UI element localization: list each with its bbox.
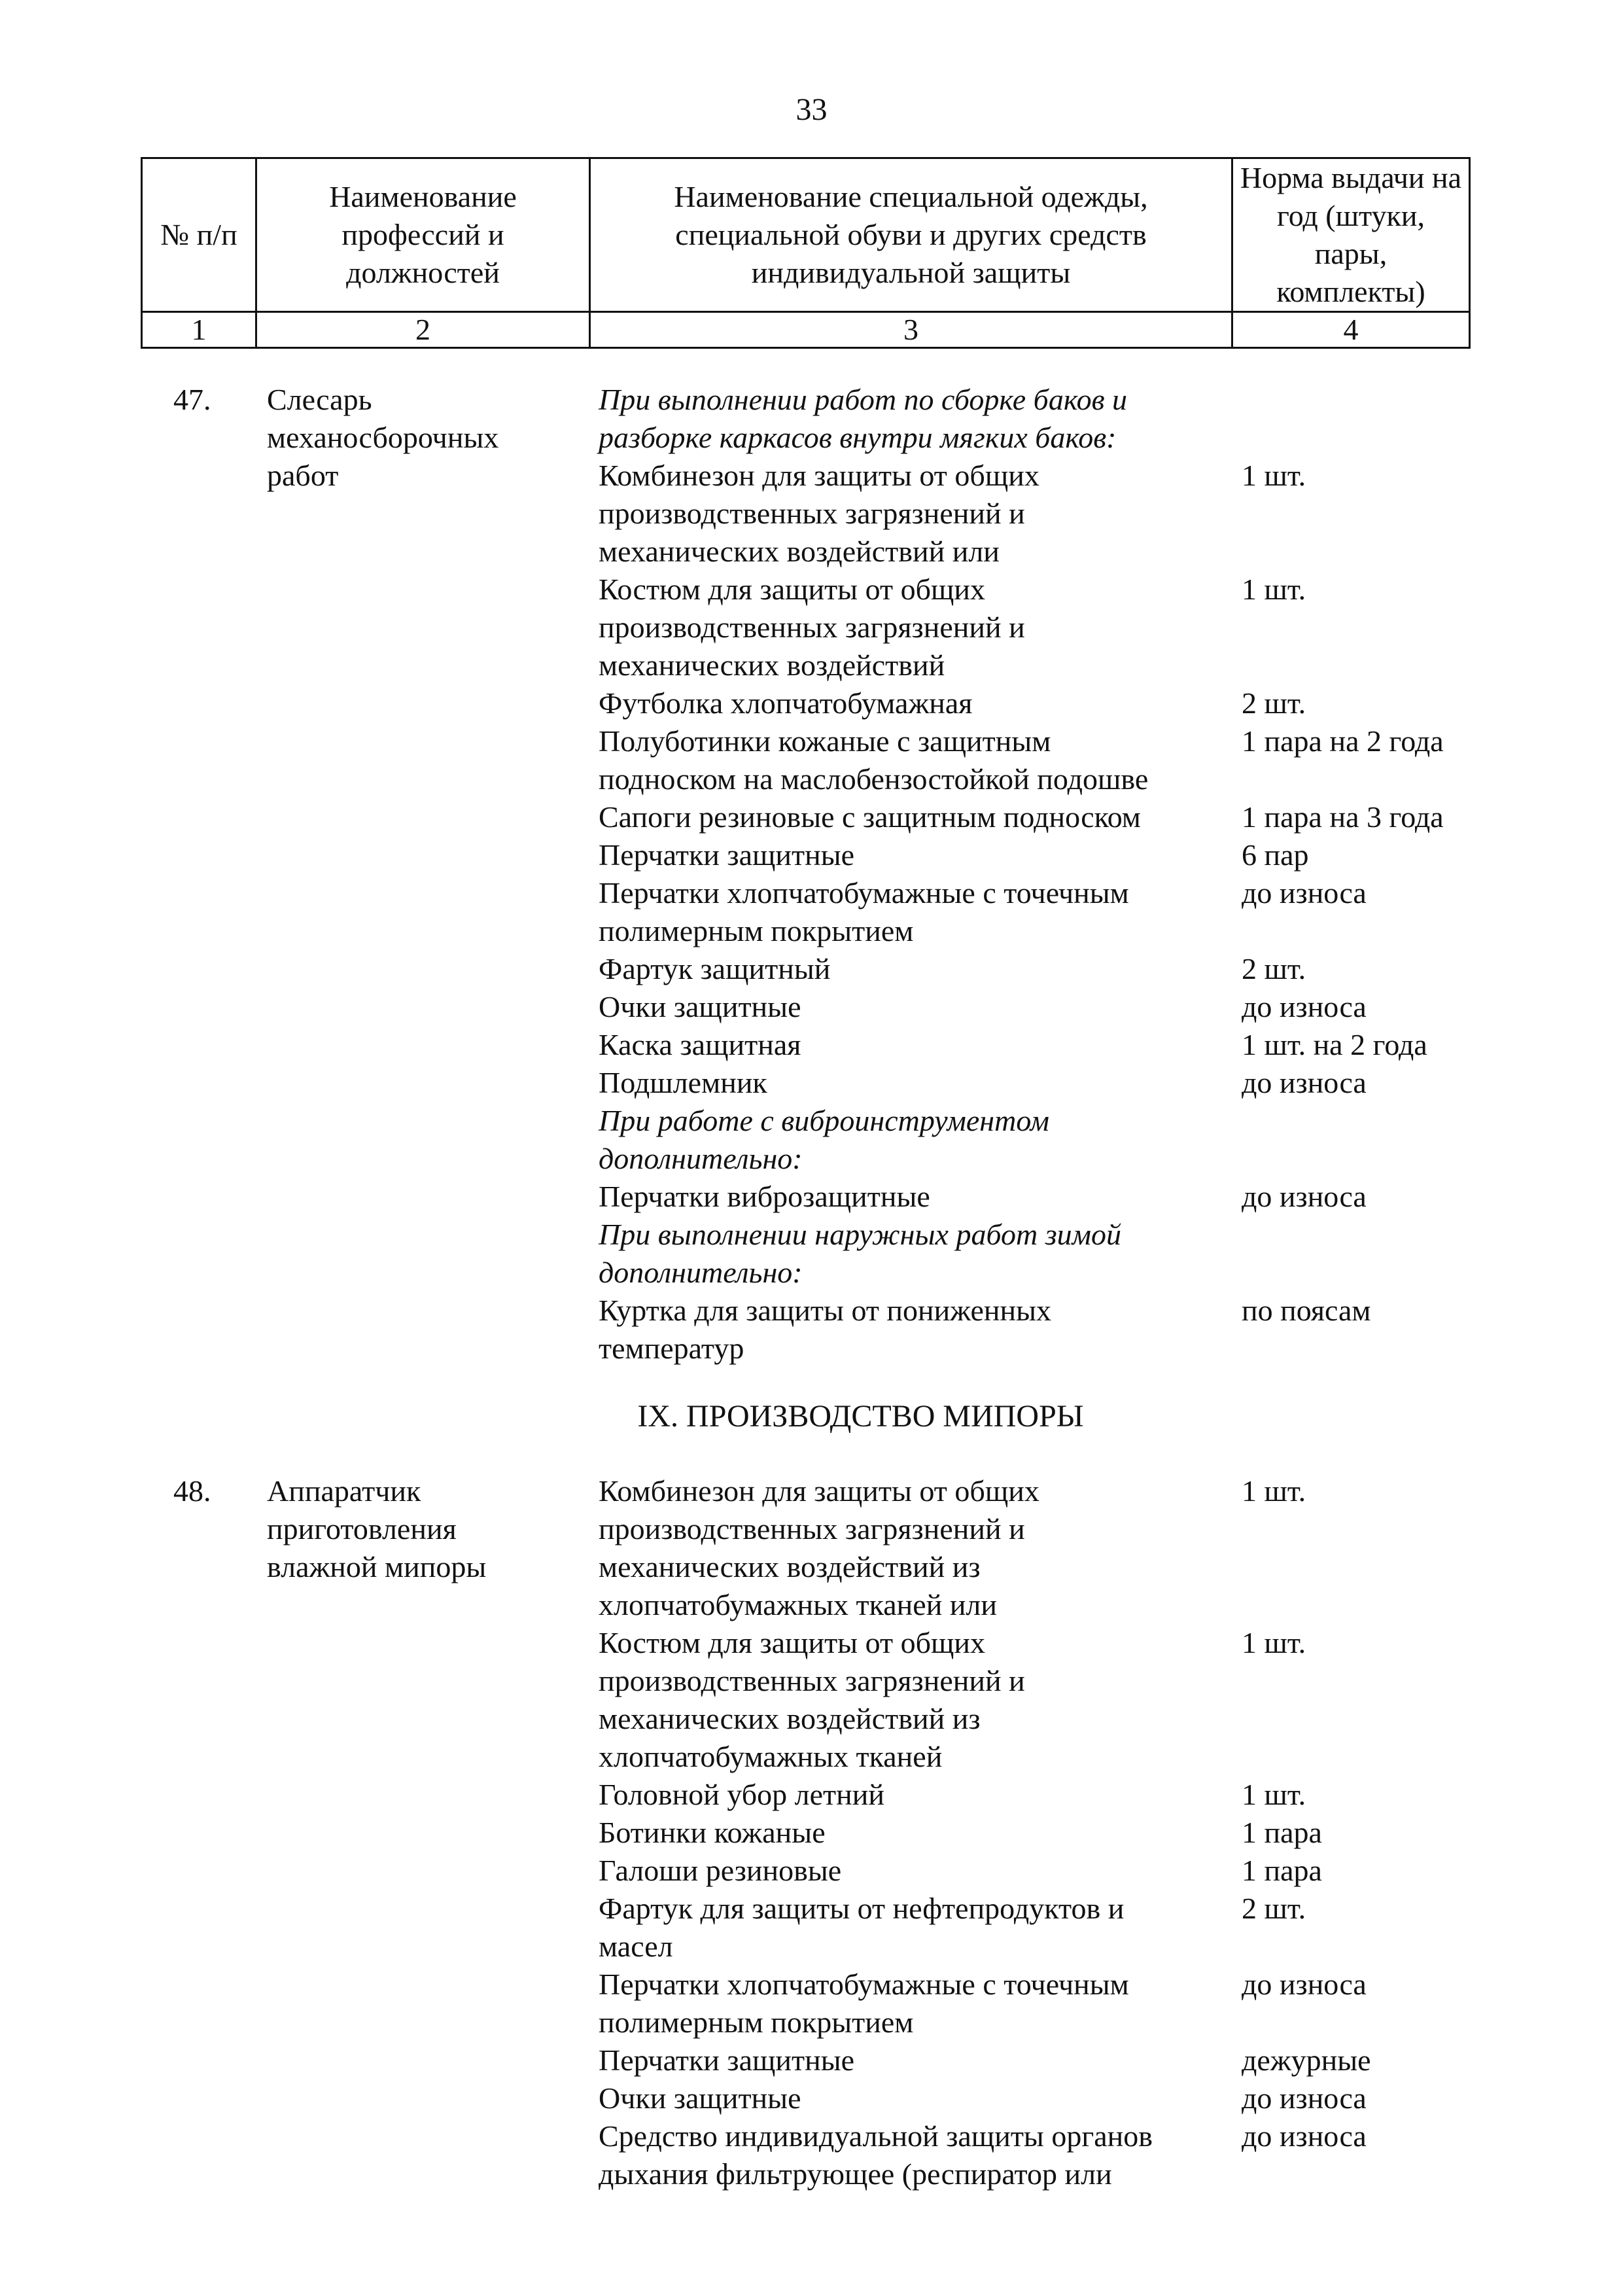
entry-47-profession: Слесарь механосборочных работ: [267, 383, 499, 492]
equipment-item: Костюм для защиты от общих производственных загрязнений и механических воздействий из хлопчатобумажных тканей: [599, 1626, 1025, 1773]
issue-norm: 2 шт.: [1242, 952, 1306, 985]
equipment-item: Подшлемник: [599, 1066, 767, 1099]
header-num-2: 2: [256, 312, 590, 348]
equipment-item: Головной убор летний: [599, 1778, 884, 1811]
equipment-item: Куртка для защиты от пониженных температур: [599, 1294, 1052, 1365]
issue-norm: 1 шт.: [1242, 1778, 1306, 1811]
equipment-item: Перчатки хлопчатобумажные с точечным полимерным покрытием: [599, 1968, 1129, 2039]
entry-47-number: 47.: [173, 383, 211, 416]
condition-note: При выполнении наружных работ зимой дополнительно:: [599, 1218, 1122, 1289]
header-col-norm: Норма выдачи на год (штуки, пары, комплекты): [1232, 158, 1470, 312]
issue-norm: 1 пара на 2 года: [1242, 724, 1444, 758]
equipment-item: Перчатки виброзащитные: [599, 1180, 930, 1213]
issue-norm: до износа: [1242, 2119, 1367, 2153]
entry-48-number: 48.: [173, 1474, 211, 1508]
equipment-item: Каска защитная: [599, 1028, 801, 1061]
equipment-item: Комбинезон для защиты от общих производственных загрязнений и механических воздействий или: [599, 459, 1039, 568]
issue-norm: 1 пара: [1242, 1816, 1322, 1849]
equipment-item: Перчатки защитные: [599, 838, 855, 872]
equipment-item: Полуботинки кожаные с защитным подноском на маслобензостойкой подошве: [599, 724, 1149, 796]
equipment-item: Очки защитные: [599, 2081, 801, 2115]
header-col-profession: Наименование профессий и должностей: [256, 158, 590, 312]
issue-norm: до износа: [1242, 1968, 1367, 2001]
equipment-item: Футболка хлопчатобумажная: [599, 686, 973, 720]
issue-norm: 1 шт.: [1242, 1626, 1306, 1659]
issue-norm: 1 шт.: [1242, 1474, 1306, 1508]
issue-norm: 2 шт.: [1242, 686, 1306, 720]
issue-norm: 2 шт.: [1242, 1892, 1306, 1925]
section-title: IX. ПРОИЗВОДСТВО МИПОРЫ: [637, 1399, 1084, 1434]
equipment-item: Перчатки хлопчатобумажные с точечным полимерным покрытием: [599, 876, 1129, 947]
equipment-item: Фартук для защиты от нефтепродуктов и масел: [599, 1892, 1125, 1963]
condition-note: При работе с виброинструментом дополнительно:: [599, 1104, 1049, 1175]
equipment-item: Костюм для защиты от общих производственных загрязнений и механических воздействий: [599, 573, 1025, 682]
header-col-number: № п/п: [142, 158, 256, 312]
equipment-item: Сапоги резиновые с защитным подноском: [599, 800, 1141, 834]
issue-norm: дежурные: [1242, 2043, 1371, 2077]
equipment-item: Перчатки защитные: [599, 2043, 855, 2077]
table-header: [141, 157, 1471, 349]
issue-norm: 1 шт.: [1242, 573, 1306, 606]
issue-norm: 6 пар: [1242, 838, 1309, 872]
issue-norm: до износа: [1242, 876, 1367, 910]
equipment-item: Комбинезон для защиты от общих производственных загрязнений и механических воздействий из хлопчатобумажных тканей или: [599, 1474, 1039, 1621]
issue-norm: 1 шт.: [1242, 459, 1306, 492]
issue-norm: 1 пара: [1242, 1854, 1322, 1887]
header-num-4: 4: [1232, 312, 1470, 348]
header-num-1: 1: [142, 312, 256, 348]
issue-norm: 1 пара на 3 года: [1242, 800, 1444, 834]
equipment-item: Очки защитные: [599, 990, 801, 1023]
issue-norm: до износа: [1242, 1066, 1367, 1099]
page-number: 33: [795, 92, 828, 127]
equipment-item: Фартук защитный: [599, 952, 831, 985]
header-num-3: 3: [590, 312, 1232, 348]
entry-48-profession: Аппаратчик приготовления влажной мипоры: [267, 1474, 487, 1583]
header-col-equipment: Наименование специальной одежды, специальной обуви и других средств индивидуальной защиты: [590, 158, 1232, 312]
equipment-item: Ботинки кожаные: [599, 1816, 826, 1849]
issue-norm: до износа: [1242, 1180, 1367, 1213]
issue-norm: 1 шт. на 2 года: [1242, 1028, 1427, 1061]
issue-norm: по поясам: [1242, 1294, 1371, 1327]
issue-norm: до износа: [1242, 2081, 1367, 2115]
equipment-item: Галоши резиновые: [599, 1854, 842, 1887]
issue-norm: до износа: [1242, 990, 1367, 1023]
condition-note: При выполнении работ по сборке баков и разборке каркасов внутри мягких баков:: [599, 383, 1128, 454]
equipment-item: Средство индивидуальной защиты органов дыхания фильтрующее (респиратор или: [599, 2119, 1153, 2191]
